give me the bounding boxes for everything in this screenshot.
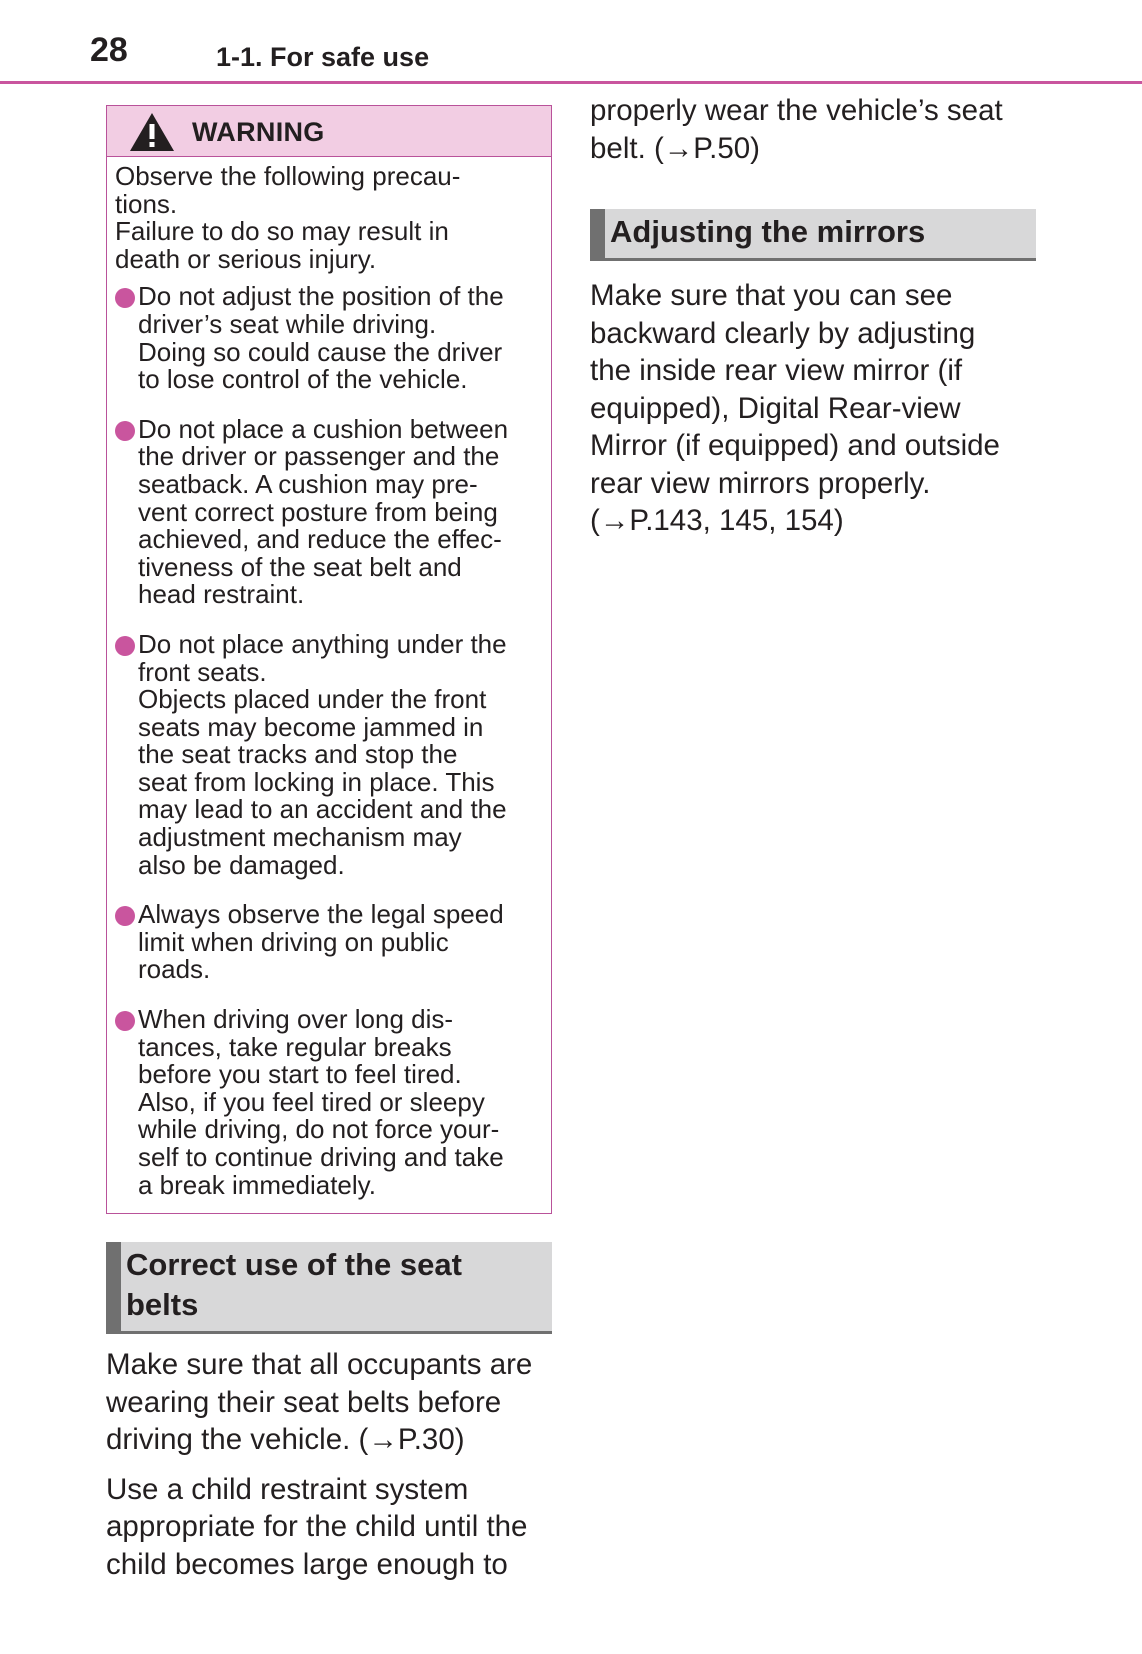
right-column xyxy=(590,92,1036,540)
warning-list xyxy=(115,283,541,1199)
section-title: 1-1. For safe use xyxy=(216,42,430,72)
header-divider xyxy=(0,81,1142,84)
warning-item-text: Do not adjust the position of the driver’s seat while driving. Doing so could cause the driver to lose control of the vehicle. xyxy=(138,281,504,395)
warning-intro xyxy=(115,163,541,273)
page-number: 28 xyxy=(90,31,128,69)
warning-body xyxy=(107,157,551,1213)
bullet-icon xyxy=(115,421,135,441)
warning-item xyxy=(115,413,541,610)
seat-belts-paragraph: Make sure that all occupants are wearing their seat belts before driving the vehicle. (→P.30) xyxy=(106,1348,533,1457)
bullet-icon xyxy=(115,906,135,926)
warning-item xyxy=(115,283,541,393)
warning-header xyxy=(107,106,551,157)
warning-intro-line: Failure to do so may result in death or serious injury. xyxy=(115,216,449,274)
bullet-icon xyxy=(115,636,135,656)
bullet-icon xyxy=(115,288,135,308)
seat-belts-child-paragraph: Use a child restraint system appropriate for the child until the child becomes large enough to xyxy=(106,1472,528,1581)
page-header xyxy=(0,0,1142,86)
warning-item-text: Always observe the legal speed limit when driving on public roads. xyxy=(138,899,504,985)
warning-item xyxy=(115,628,541,880)
bullet-icon xyxy=(115,1011,135,1031)
warning-item-text: Do not place a cushion between the driver or passenger and the seatback. A cushion may pre- vent correct posture from being achieved, and reduce the effec- tiveness of the seat belt and head restraint. xyxy=(138,413,509,610)
left-column xyxy=(106,105,552,1583)
warning-label: WARNING xyxy=(192,117,325,147)
warning-triangle-icon xyxy=(129,112,175,152)
warning-item xyxy=(115,901,541,984)
mirrors-heading: Adjusting the mirrors xyxy=(590,209,1036,261)
seat-belts-heading: Correct use of the seat belts xyxy=(106,1242,552,1334)
warning-item-text: Do not place anything under the front seats. Objects placed under the front seats may become jammed in the seat tracks and stop the seat from locking in place. This may lead to an accident and the adjustment mechanism may also be damaged. xyxy=(138,628,507,880)
mirrors-paragraph: Make sure that you can see backward clearly by adjusting the inside rear view mirror (if equipped), Digital Rear-view Mirror (if equipped) and outside rear view mirrors properly. (→P.143, 145, 154) xyxy=(590,279,1000,537)
warning-item xyxy=(115,1006,541,1199)
warning-box xyxy=(106,105,552,1214)
warning-item-text: When driving over long dis- tances, take regular breaks before you start to feel tired. Also, if you feel tired or sleepy while driving, do not force your- self to continue driving and take a break immediately. xyxy=(138,1004,504,1200)
warning-intro-line: Observe the following precau- tions. xyxy=(115,161,461,219)
seat-belts-child-paragraph-continued: properly wear the vehicle’s seat belt. (→P.50) xyxy=(590,94,1003,165)
